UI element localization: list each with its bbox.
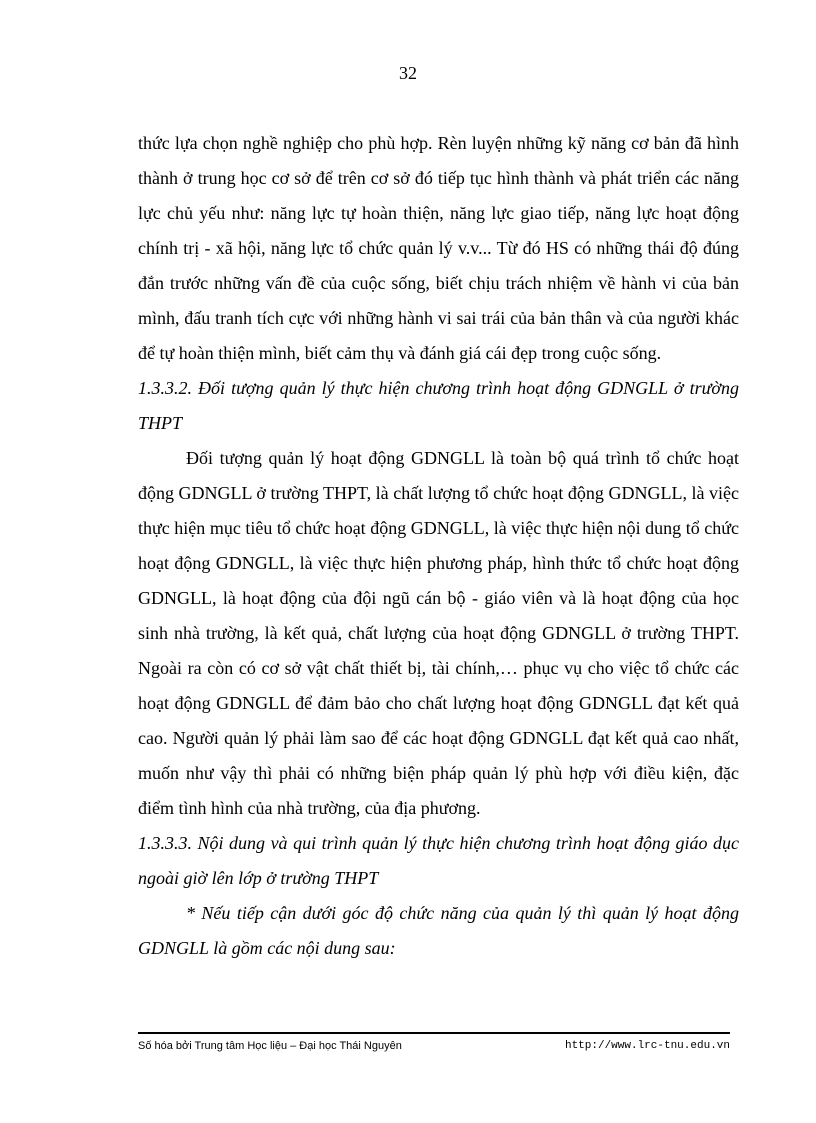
paragraph-function-approach: * Nếu tiếp cận dưới góc độ chức năng của quản lý thì quản lý hoạt động GDNGLL là gồm các nội dung sau:: [138, 903, 739, 958]
page-body: [138, 126, 739, 966]
footer-source: Số hóa bởi Trung tâm Học liệu – Đại học Thái Nguyên: [138, 1040, 402, 1052]
page-number: 32: [399, 63, 417, 83]
footer-divider: [138, 1032, 730, 1034]
paragraph-continuation: thức lựa chọn nghề nghiệp cho phù hợp. Rèn luyện những kỹ năng cơ bản đã hình thành ở trung học cơ sở để trên cơ sở đó tiếp tục hình thành và phát triển các năng lực chủ yếu như: năng lực tự hoàn thiện, năng lực giao tiếp, năng lực hoạt động chính trị - xã hội, năng lực tổ chức quản lý v.v... Từ đó HS có những thái độ đúng đắn trước những vấn đề của cuộc sống, biết chịu trách nhiệm về hành vi của bản mình, đấu tranh tích cực với những hành vi sai trái của bản thân và của người khác để tự hoàn thiện mình, biết cảm thụ và đánh giá cái đẹp trong cuộc sống.: [138, 133, 739, 363]
paragraph-management-object: Đối tượng quản lý hoạt động GDNGLL là toàn bộ quá trình tổ chức hoạt động GDNGLL ở trường THPT, là chất lượng tổ chức hoạt động GDNGLL, là việc thực hiện mục tiêu tổ chức hoạt động GDNGLL, là việc thực hiện nội dung tổ chức hoạt động GDNGLL, là việc thực hiện phương pháp, hình thức tổ chức hoạt động GDNGLL, là hoạt động của đội ngũ cán bộ - giáo viên và là hoạt động của học sinh nhà trường, là kết quả, chất lượng của hoạt động GDNGLL ở trường THPT. Ngoài ra còn có cơ sở vật chất thiết bị, tài chính,… phục vụ cho việc tổ chức các hoạt động GDNGLL để đảm bảo cho chất lượng hoạt động GDNGLL đạt kết quả cao. Người quản lý phải làm sao để các hoạt động GDNGLL đạt kết quả cao nhất, muốn như vậy thì phải có những biện pháp quản lý phù hợp với điều kiện, đặc điểm tình hình của nhà trường, của địa phương.: [138, 448, 739, 818]
footer-url: http://www.lrc-tnu.edu.vn: [564, 1040, 730, 1052]
section-heading-1-3-3-2: 1.3.3.2. Đối tượng quản lý thực hiện chương trình hoạt động GDNGLL ở trường THPT: [138, 378, 739, 433]
section-heading-1-3-3-3: 1.3.3.3. Nội dung và qui trình quản lý thực hiện chương trình hoạt động giáo dục ngoài giờ lên lớp ở trường THPT: [138, 833, 739, 888]
